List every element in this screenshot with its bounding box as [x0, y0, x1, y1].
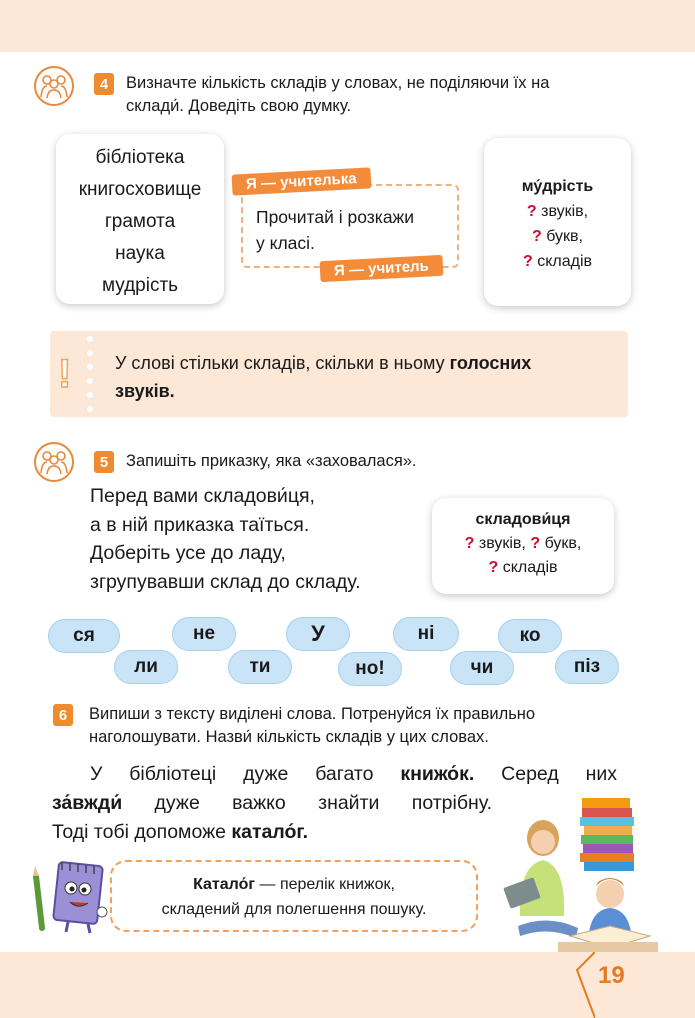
word-list-card: [56, 134, 224, 304]
rule-text-bold: звуків.: [115, 381, 175, 401]
exclamation-icon: !: [58, 352, 72, 396]
task4-instruction: [126, 72, 666, 118]
top-band: [0, 0, 695, 52]
question-mark: ?: [526, 203, 537, 220]
text-run: дуже важко знайти потрібну.: [122, 792, 492, 814]
word-item: книгосховище: [78, 179, 202, 200]
analysis-label: складів: [502, 559, 558, 576]
task6-instruction: [89, 703, 679, 749]
definition-text: — перелік книжок,: [255, 876, 395, 893]
word-analysis-card: [432, 498, 614, 594]
analysis-label: букв,: [544, 535, 582, 552]
question-mark: ?: [522, 253, 533, 270]
poem-line: згрупувавши склад до складу.: [90, 570, 361, 593]
syllable-bubble[interactable]: ли: [114, 650, 178, 684]
notebook-mascot-icon: [28, 858, 112, 934]
dialog-line: у класі.: [256, 233, 315, 253]
analysis-label: звуків,: [541, 203, 589, 220]
analysis-row: [484, 249, 631, 274]
definition-box: [110, 860, 478, 932]
group-work-icon: [34, 66, 74, 106]
word-item: грамота: [104, 211, 176, 232]
definition-line: складений для полегшення пошуку.: [161, 901, 427, 918]
poem-line: Перед вами складови́ця,: [90, 485, 315, 507]
definition-term: Катало́г: [193, 876, 256, 893]
analysis-word: складови́ця: [475, 511, 571, 528]
highlighted-word: за́вжди́: [52, 792, 123, 814]
poem-line: а в ній приказка таїться.: [90, 513, 310, 536]
syllable-bubble[interactable]: но!: [338, 652, 402, 686]
syllable-bubble[interactable]: ні: [393, 617, 459, 651]
task6-line: наголошувати. Назви́ кількість складів у цих словах.: [89, 728, 489, 746]
syllable-bubble[interactable]: ко: [498, 619, 562, 653]
task5-instruction: Запишіть приказку, яка «заховалася».: [126, 452, 417, 470]
question-mark: ?: [488, 559, 499, 576]
word-item: наука: [115, 243, 165, 264]
children-reading-illustration: [498, 786, 658, 952]
rule-text: [115, 349, 615, 405]
task-number-badge: 6: [53, 704, 73, 726]
syllable-bubble[interactable]: ти: [228, 650, 292, 684]
poem: [90, 482, 361, 596]
definition-line: [112, 872, 476, 897]
paragraph-line: [52, 760, 617, 789]
task-number-badge: 4: [94, 73, 114, 95]
text-run: Серед них: [474, 763, 617, 785]
paragraph-line: [52, 789, 492, 818]
analysis-row: [484, 199, 631, 224]
syllable-bubble[interactable]: ся: [48, 619, 120, 653]
page-number: 19: [598, 962, 625, 989]
analysis-row: [432, 532, 614, 556]
rule-text-bold: голосних: [449, 353, 532, 373]
teacher-male-tag: Я — учитель: [320, 255, 444, 282]
task4-line: склади́. Доведіть свою думку.: [126, 97, 352, 115]
question-mark: ?: [532, 228, 542, 245]
syllable-bubble[interactable]: піз: [555, 650, 619, 684]
word-item: мудрість: [101, 275, 179, 296]
question-mark: ?: [464, 535, 475, 552]
text-run: Тоді тобі допоможе: [52, 821, 232, 843]
analysis-label: букв,: [546, 228, 583, 245]
page-corner-decoration: [573, 952, 595, 1018]
group-work-icon: [34, 442, 74, 482]
teacher-female-tag: Я — учителька: [232, 167, 372, 195]
dialog-text: [256, 204, 414, 256]
word-analysis-card: [484, 138, 631, 306]
analysis-label: складів: [537, 253, 593, 270]
task6-line: Випиши з тексту виділені слова. Потренуйся їх правильно: [89, 705, 536, 723]
syllable-bubble[interactable]: чи: [450, 651, 514, 685]
syllable-bubble[interactable]: не: [172, 617, 236, 651]
rule-dots-decoration: [86, 331, 94, 417]
task4-line: Визначте кількість складів у словах, не поділяючи їх на: [126, 74, 550, 92]
analysis-row: [432, 556, 614, 580]
rule-text-plain: У слові стільки складів, скільки в ньому: [115, 353, 450, 373]
poem-line: Доберіть усе до ладу,: [90, 542, 286, 564]
analysis-label: звуків,: [478, 535, 526, 552]
word-item: бібліотека: [95, 147, 185, 168]
analysis-word: му́дрість: [521, 178, 594, 195]
highlighted-word: катало́г.: [231, 821, 309, 843]
task-number-badge: 5: [94, 451, 114, 473]
syllable-bubble[interactable]: У: [286, 617, 350, 651]
highlighted-word: книжо́к.: [400, 763, 475, 785]
analysis-row: [484, 224, 631, 249]
dialog-line: Прочитай і розкажи: [256, 207, 415, 227]
question-mark: ?: [530, 535, 541, 552]
text-run: У бібліотеці дуже багато: [90, 763, 401, 785]
